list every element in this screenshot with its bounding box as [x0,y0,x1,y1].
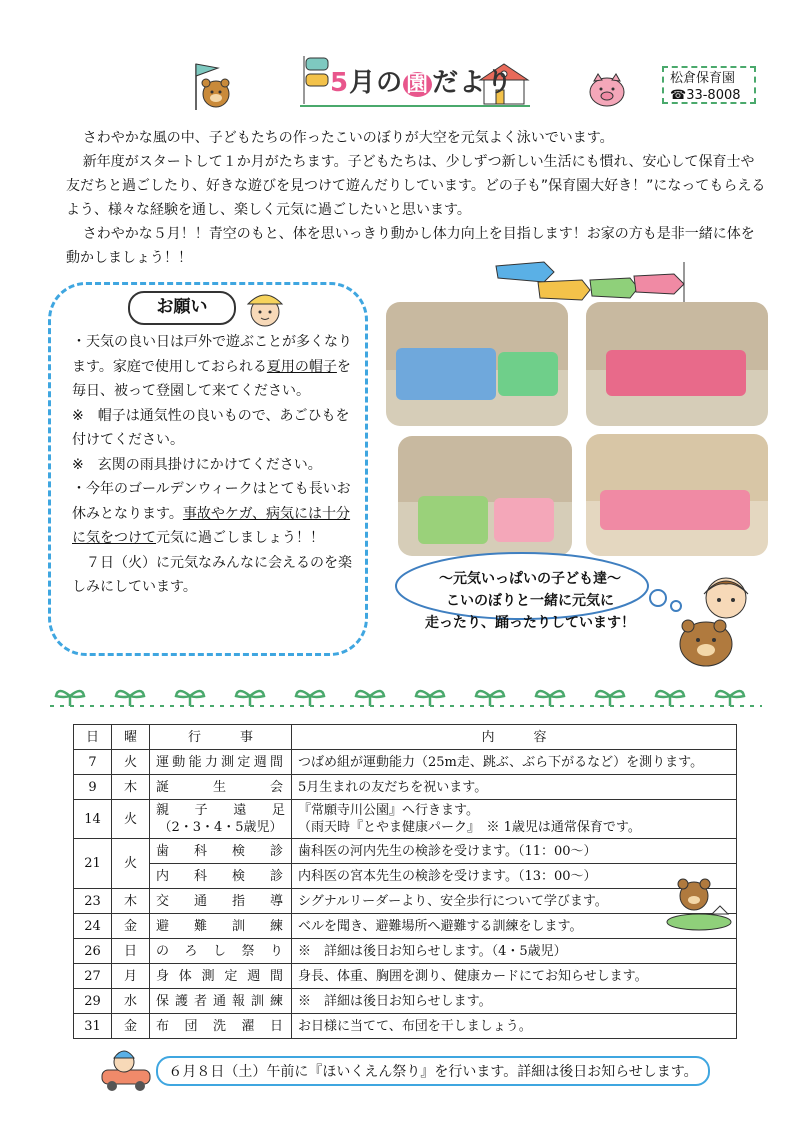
title-month: 5 [330,68,350,98]
sprout-icon [176,691,204,706]
table-row: 23 木 交通指導 シグナルリーダーより、安全歩行について学びます。 [74,889,737,914]
title-end: だより [432,68,514,98]
table-header-row [74,725,737,750]
table-row: 29 水 保護者通報訓練 ※ 詳細は後日お知らせします。 [74,989,737,1014]
request-body [72,330,360,600]
festival-notice: ６月８日（土）午前に『ほいくえん祭り』を行います。詳細は後日お知らせします。 [156,1056,710,1086]
girl-hat-illustration [240,286,290,332]
schedule-table [73,724,737,1039]
sprout-icon [656,691,684,706]
photo-carp-4 [586,434,768,556]
picnic-bear-illustration [664,872,734,932]
photo-carp-3 [398,436,572,556]
bubble-line-1: ～元気いっぱいの子ども達～ [439,571,621,587]
school-name: 松倉保育園 [670,71,736,86]
sprout-icon [356,691,384,706]
request-item-holiday: ・今年のゴールデンウィークはとても長いお休みとなります。事故やケガ、病気には十分に気をつけて元気に過ごしましょう！！ [72,481,351,546]
sprout-icon [536,691,564,706]
bubble-line-3: 走ったり、踊ったりしています！ [425,615,635,631]
carp-streamers-illustration [494,260,704,306]
intro-paragraph-3: さわやかな５月！！青空のもと、体を思いっきり動かし体力向上を目指します！お家の方も是非一緒に体を動かしましょう！！ [66,226,755,266]
sprout-icon [116,691,144,706]
table-row: 26 日 のろし祭り ※ 詳細は後日お知らせします。（4・5歳児） [74,939,737,964]
table-row: 24 金 避難訓練 ベルを聞き、避難場所へ避難する訓練をします。 [74,914,737,939]
sprout-divider [50,686,762,708]
sprout-icon [416,691,444,706]
car-child-illustration [98,1046,154,1092]
bubble-line-2: こいのぼりと一緒に元気に [446,593,614,609]
bubble-text [410,568,650,634]
left-bear-illustration [188,60,236,116]
header-day: 日 [74,725,112,750]
sprout-icon [296,691,324,706]
newsletter-title [300,50,530,110]
intro-text [66,126,768,270]
table-row: 14 火 親子遠足 （2・3・4・5歳児） 『常願寺川公園』へ行きます。 （雨天時『とやま健康パーク』 ※ 1歳児は通常保育です。 [74,800,737,839]
intro-paragraph-2: 新年度がスタートして１か月がたちます。子どもたちは、少しずつ新しい生活にも慣れ、安心して保育士や友だちと過ごしたり、好きな遊びを見つけて遊んだりしています。どの子も”保育園大好き！”になってもらえるよう、様々な経験を通し、楽しく元気に過ごしたいと思います。 [66,154,766,218]
school-phone: ☎33-8008 [670,88,741,103]
table-row: 9 木 誕生会 5月生まれの友だちを祝います。 [74,775,737,800]
pig-illustration [586,72,628,110]
sprout-icon [716,691,744,706]
header-detail: 内 容 [292,725,737,750]
sprout-icon [476,691,504,706]
intro-paragraph-1: さわやかな風の中、子どもたちの作ったこいのぼりが大空を元気よく泳いでいます。 [82,130,614,146]
summer-hat-emphasis: 夏用の帽子 [266,358,337,375]
request-item-hat: ・天気の良い日は戸外で遊ぶことが多くなります。家庭で使用しておられる夏用の帽子を毎日、被って登園して来てください。 [72,334,352,399]
header-event: 行 事 [150,725,292,750]
table-row: 31 金 布団洗濯日 お日様に当てて、布団を干しましょう。 [74,1014,737,1039]
table-row: 27 月 身体測定週間 身長、体重、胸囲を測り、健康カードにてお知らせします。 [74,964,737,989]
bear-and-girl-illustration [676,572,762,668]
title-mid: 月の [349,68,404,98]
sprout-icon [56,691,84,706]
sprout-icon [596,691,624,706]
table-row: 内科検診 内科医の宮本先生の検診を受けます。（13：00～） [74,864,737,889]
request-title: お願い [128,291,236,325]
photo-carp-1 [386,302,568,426]
request-item-return: ７日（火）に元気なみんなに会えるのを楽しみにしています。 [72,554,352,595]
title-en: 園 [403,72,432,97]
request-note-1: ※ 帽子は通気性の良いもので、あごひもを付けてください。 [72,407,350,448]
sprout-icon [236,691,264,706]
safety-emphasis: 事故やケガ、病気には十分に気をつけて [72,505,351,546]
photo-carp-2 [586,302,768,426]
school-info-box [662,66,756,104]
request-note-2: ※ 玄関の雨具掛けにかけてください。 [72,456,322,473]
header-dow: 曜 [112,725,150,750]
table-row: 21 火 歯科検診 歯科医の河内先生の検診を受けます。（11：00～） [74,839,737,864]
table-row: 7 火 運動能力測定週間 つばめ組が運動能力（25m走、跳ぶ、ぶら下がるなど）を測ります。 [74,750,737,775]
